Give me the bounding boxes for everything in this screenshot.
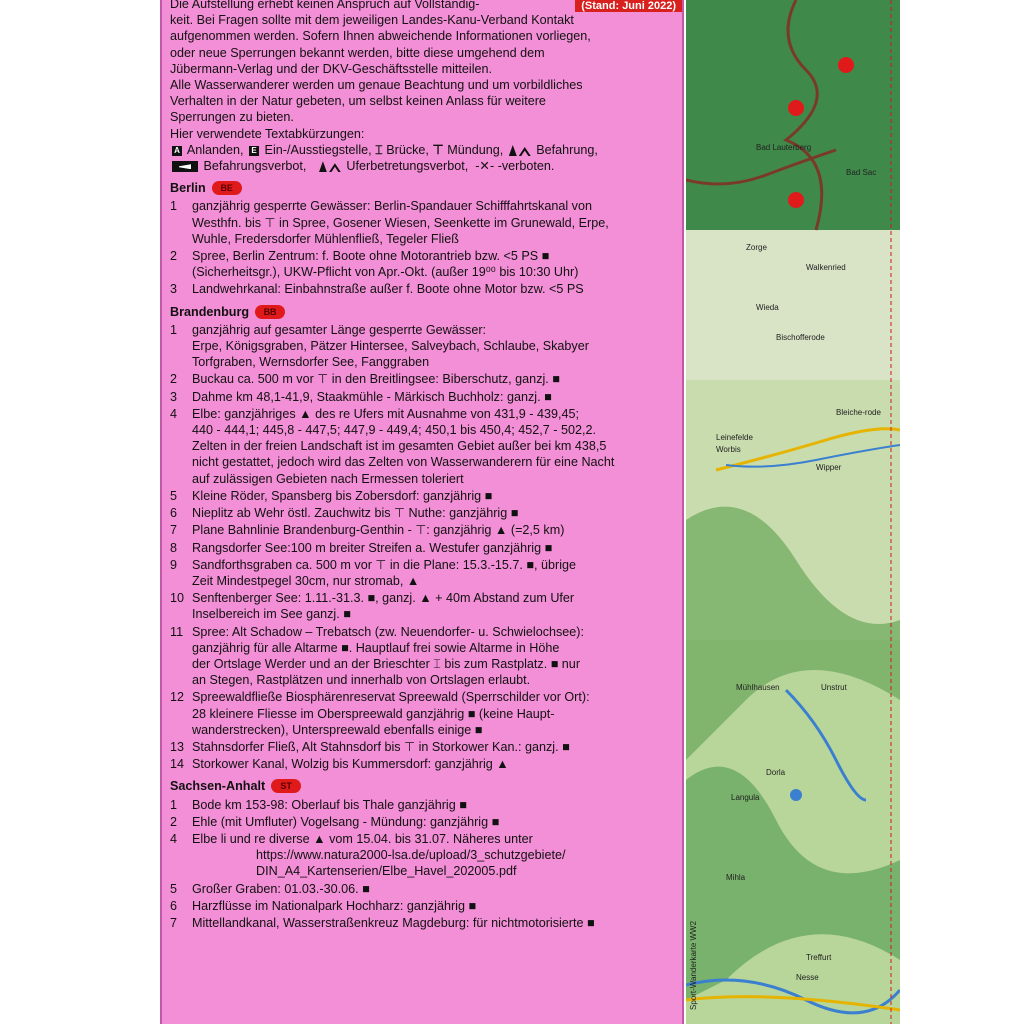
entry-number: 8 <box>170 540 178 555</box>
entry-text <box>192 557 678 589</box>
place-label: Bischofferode <box>776 333 825 342</box>
entry-line: Elbe: ganzjähriges ▲ des re Ufers mit Ausnahme von 431,9 - 439,45; <box>192 406 579 421</box>
entry-line: Zeit Mindestpegel 30cm, nur stromab, ▲ <box>192 573 420 588</box>
intro-line: oder neue Sperrungen bekannt werden, bitte diese umgehend dem <box>170 45 545 60</box>
entry-line: Spree, Berlin Zentrum: f. Boote ohne Motorantrieb bzw. <5 PS ■ <box>192 249 550 264</box>
closure-entry <box>170 590 678 622</box>
abbreviation-legend <box>170 126 678 175</box>
entry-text <box>192 739 678 755</box>
closure-entry <box>170 814 678 830</box>
entry-number: 11 <box>170 624 184 639</box>
legend-einstieg: Ein-/Ausstiegstelle, <box>264 142 372 157</box>
legend-uferbetretungsverbot: Uferbetretungsverbot, <box>346 159 469 174</box>
entry-line: Ehle (mit Umfluter) Vogelsang - Mündung: ganzjährig ■ <box>192 814 500 829</box>
place-label: Leinefelde <box>716 433 753 442</box>
mouth-icon: ⊤ <box>432 141 444 157</box>
region-list <box>170 180 678 931</box>
entry-text <box>192 814 678 830</box>
intro-line: aufgenommen werden. Sofern Ihnen abweichende Informationen vorliegen, <box>170 29 591 44</box>
map-side-label: Sport-Wanderkarte WW2 <box>689 920 698 1010</box>
legend-befahrung: Befahrung, <box>536 142 598 157</box>
entry-line: Landwehrkanal: Einbahnstraße außer f. Boote ohne Motor bzw. <5 PS <box>192 282 584 297</box>
entry-line: Elbe li und re diverse ▲ vom 15.04. bis 31.07. Näheres unter <box>192 831 533 846</box>
closure-entry <box>170 756 678 772</box>
entry-line: Spreewaldfließe Biosphärenreservat Spreewald (Sperrschilder vor Ort): <box>192 690 590 705</box>
closure-entry <box>170 505 678 521</box>
entry-line: 28 kleinere Fliesse im Oberspreewald ganzjährig ■ (keine Haupt- <box>192 706 555 721</box>
place-label: Wieda <box>756 303 779 312</box>
intro-line: Die Aufstellung erhebt keinen Anspruch auf Vollständig- <box>170 0 480 11</box>
legend-row-1 <box>170 142 678 158</box>
closure-entry <box>170 488 678 504</box>
region-code-badge: BB <box>255 305 285 319</box>
entry-number: 14 <box>170 757 185 772</box>
entry-number: 1 <box>170 322 178 337</box>
closure-entry <box>170 248 678 280</box>
entry-line: Großer Graben: 01.03.-30.06. ■ <box>192 881 370 896</box>
intro-line: keit. Bei Fragen sollte mit dem jeweiligen Landes-Kanu-Verband Kontakt <box>170 13 574 28</box>
entry-number: 5 <box>170 881 178 896</box>
legend-bruecke: Brücke, <box>386 142 429 157</box>
entry-line: Torfgraben, Wernsdorfer See, Fanggraben <box>192 355 430 370</box>
place-label: Treffurt <box>806 953 832 962</box>
entry-line: Mittellandkanal, Wasserstraßenkreuz Magdeburg: für nichtmotorisierte ■ <box>192 915 595 930</box>
closure-entry <box>170 557 678 589</box>
closure-entry <box>170 281 678 297</box>
closure-entry <box>170 881 678 897</box>
entry-text <box>192 797 678 813</box>
entry-line: Stahnsdorfer Fließ, Alt Stahnsdorf bis ⊤ in Storkower Kan.: ganzj. ■ <box>192 739 570 754</box>
place-label: Mühlhausen <box>736 683 780 692</box>
place-label: Langula <box>731 793 760 802</box>
forbidden-icon: -✕- <box>475 159 495 174</box>
place-label: Bad Lauterberg <box>756 143 812 152</box>
entry-number: 6 <box>170 506 178 521</box>
entry-line: nicht gestattet, jedoch wird das Zelten von Wasserwanderern für eine Nacht <box>192 455 615 470</box>
closure-entry <box>170 898 678 914</box>
entry-line: Wuhle, Fredersdorfer Mühlenfließ, Tegeler Fließ <box>192 231 459 246</box>
entry-number: 1 <box>170 199 178 214</box>
entry-number: 3 <box>170 389 178 404</box>
entry-number: 1 <box>170 797 178 812</box>
region-name: Berlin <box>170 181 206 196</box>
legend-muendung: Mündung, <box>447 142 504 157</box>
entry-text <box>192 624 678 689</box>
entry-line: Nieplitz ab Wehr östl. Zauchwitz bis ⊤ Nuthe: ganzjährig ■ <box>192 506 519 521</box>
intro-line: Sperrungen zu bieten. <box>170 110 294 125</box>
entry-number: 6 <box>170 898 178 913</box>
entry-text <box>192 198 678 247</box>
place-label: Walkenried <box>806 263 846 272</box>
entry-exit-icon: E <box>249 146 259 156</box>
navigation-ban-icon <box>172 161 198 172</box>
entry-line: der Ortslage Werder und an der Brieschter ⌶ bis zum Rastplatz. ■ nur <box>192 656 581 671</box>
entry-text <box>192 590 678 622</box>
closure-entry <box>170 389 678 405</box>
lake-marker <box>790 789 802 801</box>
entry-line: https://www.natura2000-lsa.de/upload/3_schutzgebiete/ <box>256 848 566 863</box>
region-heading <box>170 778 678 794</box>
entry-number: 7 <box>170 915 178 930</box>
entry-text <box>192 322 678 371</box>
region-name: Sachsen-Anhalt <box>170 779 266 794</box>
closure-marker <box>838 57 854 73</box>
entry-number: 2 <box>170 249 178 264</box>
place-label: Zorge <box>746 243 767 252</box>
river-label: Unstrut <box>821 683 847 692</box>
entry-number: 9 <box>170 557 178 572</box>
entry-line: Inselbereich im See ganzj. ■ <box>192 607 351 622</box>
intro-line: Alle Wasserwanderer werden um genaue Beachtung und um vorbildliches <box>170 78 583 93</box>
closure-entry <box>170 522 678 538</box>
topographic-map <box>686 0 900 1024</box>
entry-line: Harzflüsse im Nationalpark Hochharz: ganzjährig ■ <box>192 898 477 913</box>
map-strip <box>686 0 900 1024</box>
entry-text <box>192 488 678 504</box>
region-name: Brandenburg <box>170 304 250 319</box>
legend-befahrungsverbot: Befahrungsverbot, <box>203 159 307 174</box>
closure-entry <box>170 797 678 813</box>
closure-entry <box>170 322 678 371</box>
closure-marker <box>788 192 804 208</box>
place-label: Bad Sac <box>846 168 877 177</box>
shore-ban-icon <box>319 161 341 172</box>
entry-line: DIN_A4_Kartenserien/Elbe_Havel_202005.pdf <box>256 864 517 879</box>
closure-entry <box>170 689 678 738</box>
entry-text <box>192 756 678 772</box>
region-code-badge: ST <box>271 779 301 793</box>
entry-number: 13 <box>170 739 185 754</box>
closure-entry <box>170 406 678 487</box>
entry-line: Bode km 153-98: Oberlauf bis Thale ganzjährig ■ <box>192 797 467 812</box>
entry-number: 10 <box>170 591 185 606</box>
entry-line: auf zulässigen Gebieten nach Ermessen toleriert <box>192 471 464 486</box>
entry-text <box>192 898 678 914</box>
legend-anlanden: Anlanden, <box>186 142 244 157</box>
closure-entry <box>170 624 678 689</box>
entry-line: Plane Bahnlinie Brandenburg-Genthin - ⊤: ganzjährig ▲ (=2,5 km) <box>192 523 565 538</box>
place-label: Mihla <box>726 873 746 882</box>
entry-number: 7 <box>170 523 178 538</box>
closure-entry <box>170 831 678 880</box>
entry-line: ganzjährig gesperrte Gewässer: Berlin-Spandauer Schifffahrtskanal von <box>192 199 592 214</box>
entry-number: 2 <box>170 372 178 387</box>
closure-entry <box>170 540 678 556</box>
entry-text <box>192 389 678 405</box>
entry-text <box>192 248 678 280</box>
place-label: Dorla <box>766 768 786 777</box>
entry-line: 440 - 444,1; 445,8 - 447,5; 447,9 - 449,4; 450,1 bis 450,4; 452,7 - 502,2. <box>192 423 597 438</box>
entry-line: ganzjährig für alle Altarme ■. Hauptlauf frei sowie Altarme in Höhe <box>192 640 560 655</box>
intro-text <box>170 0 678 126</box>
entry-line: ganzjährig auf gesamter Länge gesperrte Gewässer: <box>192 322 487 337</box>
place-label: Bleiche-rode <box>836 408 881 417</box>
stand-badge: (Stand: Juni 2022) <box>575 0 682 12</box>
entry-line: Erpe, Königsgraben, Pätzer Hintersee, Salveybach, Schlaube, Skabyer <box>192 339 589 354</box>
entry-text <box>192 540 678 556</box>
entry-text <box>192 522 678 538</box>
entry-line: Spree: Alt Schadow – Trebatsch (zw. Neuendorfer- u. Schwielochsee): <box>192 624 585 639</box>
entry-number: 2 <box>170 814 178 829</box>
entry-text <box>192 689 678 738</box>
legend-verboten: -verboten. <box>497 159 555 174</box>
entry-line: an Stegen, Rastplätzen und innerhalb von Ortslagen erlaubt. <box>192 673 531 688</box>
place-label: Worbis <box>716 445 741 454</box>
entry-number: 12 <box>170 690 185 705</box>
river-label: Nesse <box>796 973 819 982</box>
intro-line: Jübermann-Verlag und der DKV-Geschäftsstelle mitteilen. <box>170 61 493 76</box>
entry-number: 3 <box>170 282 178 297</box>
intro-line: Verhalten in der Natur gebeten, um selbst keinen Anlass für weitere <box>170 94 546 109</box>
entry-line: Sandforthsgraben ca. 500 m vor ⊤ in die Plane: 15.3.-15.7. ■, übrige <box>192 557 577 572</box>
farmland-area <box>686 230 900 380</box>
entry-text <box>192 881 678 897</box>
landing-icon: A <box>172 146 182 156</box>
legend-row-2 <box>170 158 678 174</box>
entry-line: Dahme km 48,1-41,9, Staakmühle - Märkisch Buchholz: ganzj. ■ <box>192 389 552 404</box>
closure-entry <box>170 198 678 247</box>
entry-text <box>192 831 678 880</box>
entry-line: (Sicherheitsgr.), UKW-Pflicht von Apr.-Okt. (außer 19⁰⁰ bis 10:30 Uhr) <box>192 265 579 280</box>
entry-text <box>192 505 678 521</box>
panel-content <box>170 0 678 932</box>
closure-entry <box>170 915 678 931</box>
bridge-icon: ⌶ <box>375 142 383 157</box>
entry-text <box>192 371 678 387</box>
entry-text <box>192 281 678 297</box>
entry-line: wanderstrecken), Unterspreewald ebenfalls einige ■ <box>192 722 483 737</box>
legend-heading: Hier verwendete Textabkürzungen: <box>170 126 365 141</box>
closure-entry <box>170 371 678 387</box>
navigation-icon <box>509 145 531 156</box>
entry-text <box>192 406 678 487</box>
region-heading <box>170 304 678 320</box>
entry-line: Senftenberger See: 1.11.-31.3. ■, ganzj. ▲ + 40m Abstand zum Ufer <box>192 591 575 606</box>
entry-line: Rangsdorfer See:100 m breiter Streifen a. Westufer ganzjährig ■ <box>192 540 553 555</box>
region-code-badge: BE <box>212 181 242 195</box>
entry-line: Westhfn. bis ⊤ in Spree, Gosener Wiesen, Seenkette im Grunewald, Erpe, <box>192 215 609 230</box>
entry-number: 5 <box>170 488 178 503</box>
entry-line: Zelten in der freien Landschaft ist im gesamten Gebiet außer bei km 438,5 <box>192 439 607 454</box>
entry-number: 4 <box>170 831 178 846</box>
river-label: Wipper <box>816 463 842 472</box>
info-panel <box>160 0 684 1024</box>
entry-line: Kleine Röder, Spansberg bis Zobersdorf: ganzjährig ■ <box>192 488 493 503</box>
entry-text <box>192 915 678 931</box>
region-heading <box>170 180 678 196</box>
entry-line: Buckau ca. 500 m vor ⊤ in den Breitlingsee: Biberschutz, ganzj. ■ <box>192 372 560 387</box>
entry-line: Storkower Kanal, Wolzig bis Kummersdorf: ganzjährig ▲ <box>192 757 509 772</box>
closure-marker <box>788 100 804 116</box>
entry-number: 4 <box>170 406 178 421</box>
closure-entry <box>170 739 678 755</box>
